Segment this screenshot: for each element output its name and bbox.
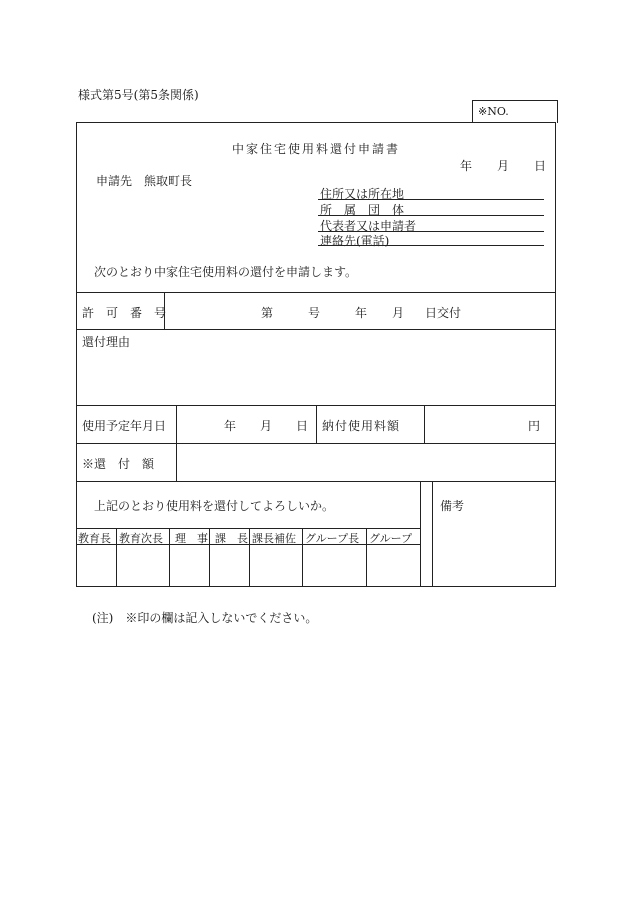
field-address: 住所又は所在地: [320, 187, 405, 201]
approver-group-chou: グループ長: [305, 532, 360, 545]
reason-label: 還付理由: [82, 335, 131, 349]
permit-go: 号: [308, 306, 321, 320]
use-date-day: 日: [296, 419, 309, 433]
permit-issued: 日交付: [425, 306, 462, 320]
date-day: 日: [534, 159, 547, 173]
permit-month: 月: [392, 306, 405, 320]
field-contact: 連絡先(電話): [320, 234, 390, 248]
field-address-line[interactable]: [318, 199, 544, 200]
permit-dai: 第: [261, 306, 274, 320]
fee-label: 納付使用料額: [322, 419, 401, 433]
approver-kyouikuchou: 教育長: [78, 532, 111, 545]
date-year: 年: [460, 159, 473, 173]
statement: 次のとおり中家住宅使用料の還付を申請します。: [94, 265, 358, 279]
approver-kachou: 課 長: [215, 532, 248, 545]
date-month: 月: [497, 159, 510, 173]
addressee: 申請先 熊取町長: [96, 174, 193, 188]
approver-riji: 理 事: [175, 532, 208, 545]
field-representative: 代表者又は申請者: [320, 219, 417, 233]
reason-field[interactable]: [77, 350, 555, 404]
use-date-month: 月: [260, 419, 273, 433]
approval-text: 上記のとおり使用料を還付してよろしいか。: [94, 499, 335, 513]
field-organization-line[interactable]: [318, 215, 544, 216]
field-organization: 所 属 団 体: [320, 203, 405, 217]
approver-kachou-hosa: 課長補佐: [252, 532, 296, 545]
fee-unit: 円: [528, 419, 541, 433]
footnote: (注) ※印の欄は記入しないでください。: [92, 611, 318, 625]
approver-group: グループ: [369, 532, 413, 545]
form-label: 様式第5号(第5条関係): [78, 88, 199, 102]
form-title: 中家住宅使用料還付申請書: [232, 142, 401, 156]
refund-label: ※還 付 額: [82, 457, 155, 471]
approver-kyouiku-jichou: 教育次長: [119, 532, 163, 545]
no-box-label: ※NO.: [478, 105, 509, 118]
use-date-label: 使用予定年月日: [82, 419, 167, 433]
permit-label: 許 可 番 号: [82, 306, 167, 320]
refund-field[interactable]: [177, 444, 555, 480]
field-contact-line[interactable]: [318, 245, 544, 246]
remarks-label: 備考: [440, 499, 465, 513]
use-date-year: 年: [224, 419, 237, 433]
permit-year: 年: [355, 306, 368, 320]
